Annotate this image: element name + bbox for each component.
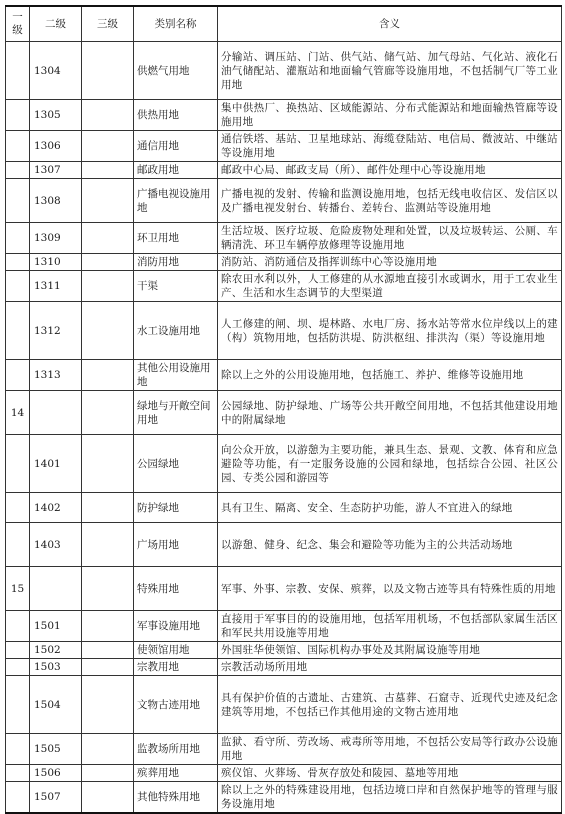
level2-code: 1507 <box>30 782 82 814</box>
table-row <box>6 131 562 162</box>
header-category-name: 类别名称 <box>134 6 218 42</box>
category-name: 使领馆用地 <box>134 642 218 659</box>
level1-code <box>6 131 30 162</box>
header-level2: 二级 <box>30 6 82 42</box>
level2-code: 1310 <box>30 254 82 271</box>
level2-code: 1505 <box>30 734 82 765</box>
table-row <box>6 254 562 271</box>
category-meaning: 通信铁塔、基站、卫星地球站、海缆登陆站、电信局、微波站、中继站等设施用地 <box>218 131 562 162</box>
level3-code <box>82 523 134 567</box>
table-row <box>6 179 562 223</box>
table-row <box>6 435 562 493</box>
category-meaning: 集中供热厂、换热站、区域能源站、分布式能源站和地面输热管廊等设施用地 <box>218 100 562 131</box>
level2-code: 1403 <box>30 523 82 567</box>
category-name: 干渠 <box>134 271 218 302</box>
level2-code: 1401 <box>30 435 82 493</box>
level2-code: 1308 <box>30 179 82 223</box>
level2-code <box>30 391 82 435</box>
category-name: 宗教用地 <box>134 659 218 676</box>
level2-code: 1311 <box>30 271 82 302</box>
level2-code: 1307 <box>30 162 82 179</box>
level3-code <box>82 271 134 302</box>
level3-code <box>82 302 134 360</box>
level1-code <box>6 611 30 642</box>
category-meaning: 直接用于军事目的的设施用地，包括军用机场，不包括部队家属生活区和军民共用设施等用地 <box>218 611 562 642</box>
category-name: 消防用地 <box>134 254 218 271</box>
table-row <box>6 611 562 642</box>
level2-code: 1309 <box>30 223 82 254</box>
level2-code: 1501 <box>30 611 82 642</box>
level1-code <box>6 254 30 271</box>
table-row <box>6 765 562 782</box>
level3-code <box>82 360 134 391</box>
level1-code <box>6 765 30 782</box>
table-row <box>6 223 562 254</box>
table-row <box>6 493 562 523</box>
level1-code <box>6 493 30 523</box>
category-name: 绿地与开敞空间用地 <box>134 391 218 435</box>
table-row <box>6 42 562 100</box>
level1-code <box>6 360 30 391</box>
table-row <box>6 782 562 814</box>
category-meaning: 除农田水利以外，人工修建的从水源地直接引水或调水，用于工农业生产、生活和水生态调节的大型渠道 <box>218 271 562 302</box>
category-meaning: 除以上之外的公用设施用地，包括施工、养护、维修等设施用地 <box>218 360 562 391</box>
table-row <box>6 676 562 734</box>
category-name: 殡葬用地 <box>134 765 218 782</box>
category-meaning: 除以上之外的特殊建设用地，包括边境口岸和自然保护地等的管理与服务设施用地 <box>218 782 562 814</box>
category-name: 水工设施用地 <box>134 302 218 360</box>
level3-code <box>82 42 134 100</box>
level2-code <box>30 567 82 611</box>
category-meaning: 向公众开放，以游憩为主要功能，兼具生态、景观、文教、体育和应急避险等功能，有一定服务设施的公园和绿地，包括综合公园、社区公园、专类公园和游园等 <box>218 435 562 493</box>
category-name: 供燃气用地 <box>134 42 218 100</box>
level1-code <box>6 100 30 131</box>
category-meaning: 宗教活动场所用地 <box>218 659 562 676</box>
level1-code <box>6 642 30 659</box>
level2-code: 1502 <box>30 642 82 659</box>
level3-code <box>82 611 134 642</box>
category-name: 特殊用地 <box>134 567 218 611</box>
level3-code <box>82 391 134 435</box>
level1-code: 14 <box>6 391 30 435</box>
level3-code <box>82 676 134 734</box>
level3-code <box>82 100 134 131</box>
category-meaning: 殡仪馆、火葬场、骨灰存放处和陵园、墓地等用地 <box>218 765 562 782</box>
level1-code <box>6 659 30 676</box>
level1-code: 15 <box>6 567 30 611</box>
category-name: 监教场所用地 <box>134 734 218 765</box>
level3-code <box>82 734 134 765</box>
table-row <box>6 567 562 611</box>
level2-code: 1503 <box>30 659 82 676</box>
level3-code <box>82 254 134 271</box>
level1-code <box>6 523 30 567</box>
land-use-classification-table <box>5 5 562 814</box>
table-row <box>6 523 562 567</box>
level1-code <box>6 782 30 814</box>
category-meaning: 生活垃圾、医疗垃圾、危险废物处理和处置，以及垃圾转运、公厕、车辆清洗、环卫车辆停放修理等设施用地 <box>218 223 562 254</box>
table-row <box>6 271 562 302</box>
level2-code: 1306 <box>30 131 82 162</box>
category-meaning: 以游憩、健身、纪念、集会和避险等功能为主的公共活动场地 <box>218 523 562 567</box>
level3-code <box>82 782 134 814</box>
table-row <box>6 360 562 391</box>
level2-code: 1506 <box>30 765 82 782</box>
level3-code <box>82 162 134 179</box>
level1-code <box>6 676 30 734</box>
category-meaning: 军事、外事、宗教、安保、殡葬，以及文物古迹等具有特殊性质的用地 <box>218 567 562 611</box>
category-name: 其他特殊用地 <box>134 782 218 814</box>
category-name: 防护绿地 <box>134 493 218 523</box>
category-meaning: 具有卫生、隔离、安全、生态防护功能，游人不宜进入的绿地 <box>218 493 562 523</box>
category-meaning: 邮政中心局、邮政支局（所）、邮件处理中心等设施用地 <box>218 162 562 179</box>
category-name: 文物古迹用地 <box>134 676 218 734</box>
level3-code <box>82 179 134 223</box>
category-meaning: 广播电视的发射、传输和监测设施用地，包括无线电收信区、发信区以及广播电视发射台、转播台、差转台、监测站等设施用地 <box>218 179 562 223</box>
level1-code <box>6 42 30 100</box>
category-meaning: 人工修建的闸、坝、堤林路、水电厂房、扬水站等常水位岸线以上的建（构）筑物用地，包括防洪堤、防洪枢纽、排洪沟（渠）等设施用地 <box>218 302 562 360</box>
table-row <box>6 162 562 179</box>
category-meaning: 分输站、调压站、门站、供气站、储气站、加气母站、气化站、液化石油气储配站、灌瓶站和地面输气管廊等设施用地，不包括制气厂等工业用地 <box>218 42 562 100</box>
level3-code <box>82 642 134 659</box>
land-use-table-container <box>5 5 561 814</box>
table-row <box>6 391 562 435</box>
category-name: 广场用地 <box>134 523 218 567</box>
level1-code <box>6 223 30 254</box>
level1-code <box>6 734 30 765</box>
level1-code <box>6 162 30 179</box>
level1-code <box>6 302 30 360</box>
level2-code: 1402 <box>30 493 82 523</box>
category-name: 通信用地 <box>134 131 218 162</box>
header-meaning: 含义 <box>218 6 562 42</box>
category-meaning: 外国驻华使领馆、国际机构办事处及其附属设施等用地 <box>218 642 562 659</box>
level1-code <box>6 435 30 493</box>
level2-code: 1312 <box>30 302 82 360</box>
category-name: 环卫用地 <box>134 223 218 254</box>
table-row <box>6 100 562 131</box>
category-meaning: 监狱、看守所、劳改场、戒毒所等用地，不包括公安局等行政办公设施用地 <box>218 734 562 765</box>
level2-code: 1305 <box>30 100 82 131</box>
category-meaning: 公园绿地、防护绿地、广场等公共开敞空间用地，不包括其他建设用地中的附属绿地 <box>218 391 562 435</box>
level3-code <box>82 493 134 523</box>
category-name: 供热用地 <box>134 100 218 131</box>
level3-code <box>82 435 134 493</box>
header-level3: 三级 <box>82 6 134 42</box>
level1-code <box>6 179 30 223</box>
level3-code <box>82 659 134 676</box>
level2-code: 1504 <box>30 676 82 734</box>
level1-code <box>6 271 30 302</box>
level3-code <box>82 567 134 611</box>
category-name: 其他公用设施用地 <box>134 360 218 391</box>
table-header-row <box>6 6 562 42</box>
category-meaning: 消防站、消防通信及指挥训练中心等设施用地 <box>218 254 562 271</box>
table-row <box>6 734 562 765</box>
category-name: 公园绿地 <box>134 435 218 493</box>
category-name: 邮政用地 <box>134 162 218 179</box>
header-level1: 一级 <box>6 6 30 42</box>
level2-code: 1304 <box>30 42 82 100</box>
table-body <box>6 42 562 814</box>
category-name: 广播电视设施用地 <box>134 179 218 223</box>
level3-code <box>82 765 134 782</box>
level3-code <box>82 131 134 162</box>
category-meaning: 具有保护价值的古遗址、古建筑、古墓葬、石窟寺、近现代史迹及纪念建筑等用地，不包括已作其他用途的文物古迹用地 <box>218 676 562 734</box>
table-row <box>6 659 562 676</box>
category-name: 军事设施用地 <box>134 611 218 642</box>
level3-code <box>82 223 134 254</box>
table-row <box>6 302 562 360</box>
table-row <box>6 642 562 659</box>
level2-code: 1313 <box>30 360 82 391</box>
